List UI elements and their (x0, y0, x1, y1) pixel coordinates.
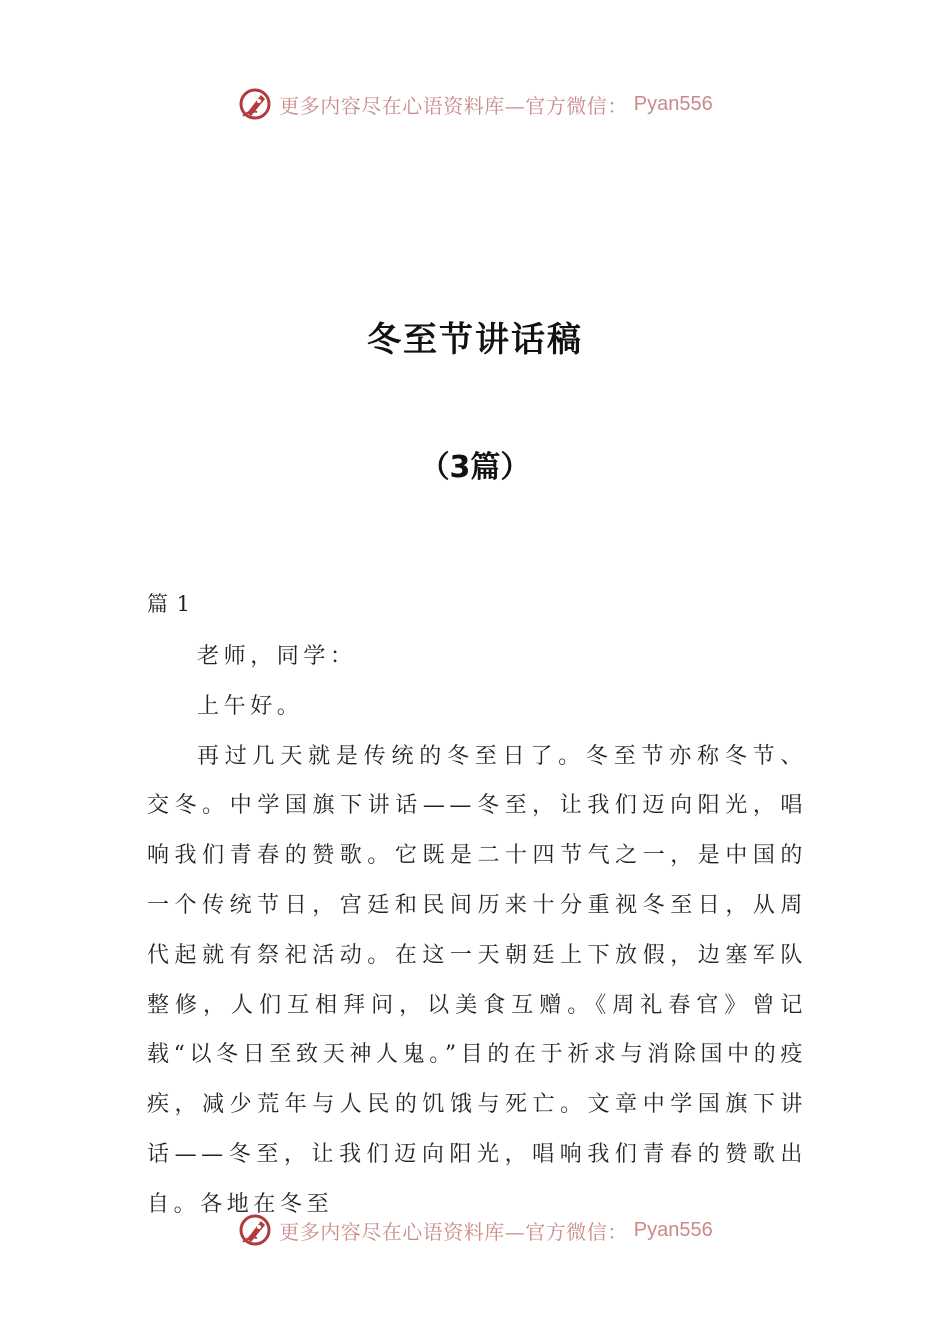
watermark-brand-text: 更多内容尽在心语资料库—官方微信： (279, 93, 628, 118)
watermark-contact-id: Pyan556 (633, 1218, 713, 1241)
watermark-contact-id: Pyan556 (633, 92, 713, 115)
body-paragraph: 再过几天就是传统的冬至日了。冬至节亦称冬节、交冬。中学国旗下讲话——冬至，让我们迈向阳光，唱响我们青春的赞歌。它既是二十四节气之一，是中国的一个传统节日，宫廷和民间历来十分重视冬至日，从周代起就有祭祀活动。在这一天朝廷上下放假，边塞军队整修，人们互相拜问，以美食互赠。《周礼春官》曾记载“以冬日至致天神人鬼。”目的在于祈求与消除国中的疫疾，减少荒年与人民的饥饿与死亡。文章中学国旗下讲话——冬至，让我们迈向阳光，唱响我们青春的赞歌出自。各地在冬至 (147, 743, 807, 1217)
pen-nib-logo-icon (237, 86, 273, 122)
header-watermark (0, 84, 950, 124)
pen-nib-logo-icon (237, 1212, 273, 1248)
document-title: 冬至节讲话稿 (367, 320, 583, 360)
document-subtitle: （3篇） (419, 450, 531, 485)
section-label: 篇 1 (147, 592, 192, 616)
body-text (147, 632, 807, 1230)
footer-watermark (0, 1210, 950, 1250)
salutation-paragraph: 老师，同学： (197, 644, 357, 669)
greeting-paragraph: 上午好。 (197, 693, 304, 719)
watermark-brand-text: 更多内容尽在心语资料库—官方微信： (279, 1219, 628, 1244)
